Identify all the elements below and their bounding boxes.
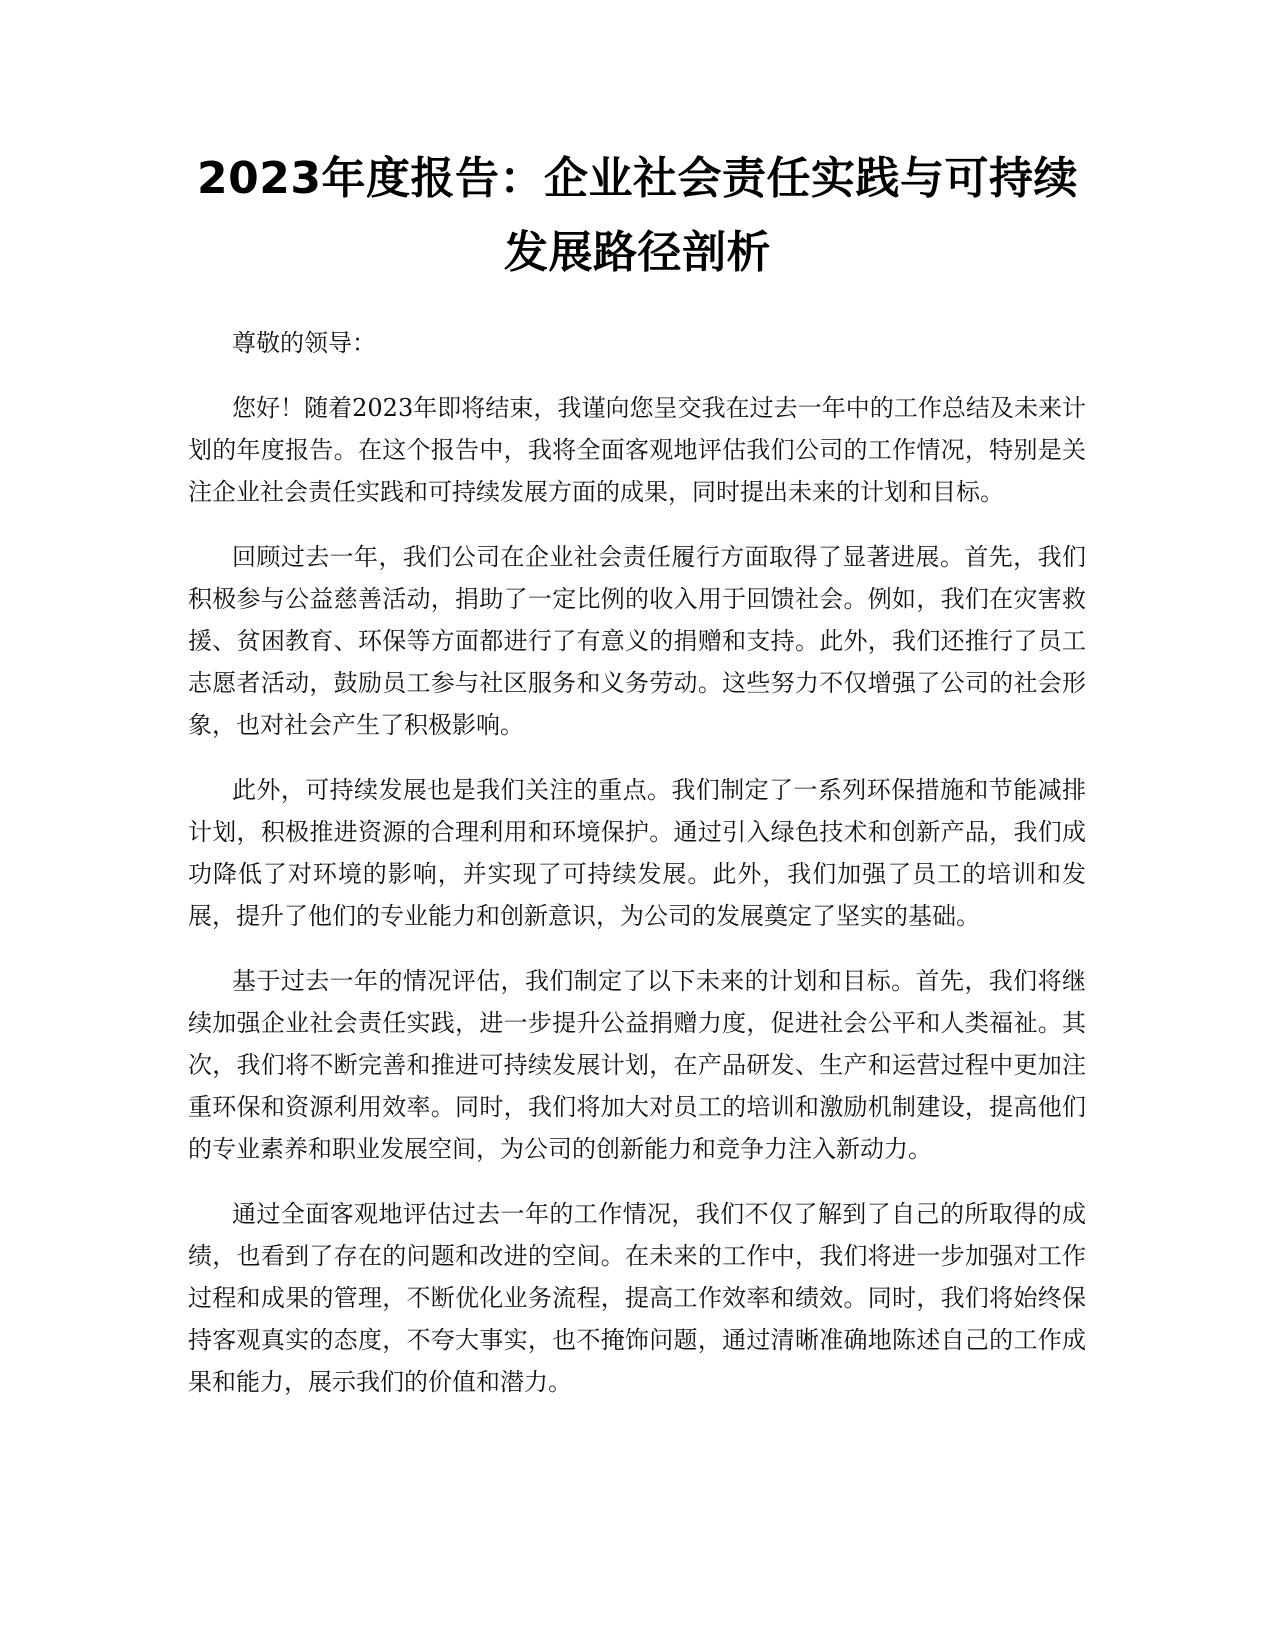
paragraph-5: 通过全面客观地评估过去一年的工作情况，我们不仅了解到了自己的所取得的成绩，也看到了存在的问题和改进的空间。在未来的工作中，我们将进一步加强对工作过程和成果的管理，不断优化业务流程，提高工作效率和绩效。同时，我们将始终保持客观真实的态度，不夸大事实，也不掩饰问题，通过清晰准确地陈述自己的工作成果和能力，展示我们的价值和潜力。 bbox=[188, 1200, 1086, 1396]
paragraph-1: 您好！随着2023年即将结束，我谨向您呈交我在过去一年中的工作总结及未来计划的年度报告。在这个报告中，我将全面客观地评估我们公司的工作情况，特别是关注企业社会责任实践和可持续发展方面的成果，同时提出未来的计划和目标。 bbox=[188, 394, 1086, 506]
salutation: 尊敬的领导： bbox=[232, 329, 376, 357]
paragraph-3: 此外，可持续发展也是我们关注的重点。我们制定了一系列环保措施和节能减排计划，积极推进资源的合理利用和环境保护。通过引入绿色技术和创新产品，我们成功降低了对环境的影响，并实现了可持续发展。此外，我们加强了员工的培训和发展，提升了他们的专业能力和创新意识，为公司的发展奠定了坚实的基础。 bbox=[188, 776, 1086, 930]
paragraph-2: 回顾过去一年，我们公司在企业社会责任履行方面取得了显著进展。首先，我们积极参与公益慈善活动，捐助了一定比例的收入用于回馈社会。例如，我们在灾害救援、贫困教育、环保等方面都进行了有意义的捐赠和支持。此外，我们还推行了员工志愿者活动，鼓励员工参与社区服务和义务劳动。这些努力不仅增强了公司的社会形象，也对社会产生了积极影响。 bbox=[188, 543, 1086, 739]
paragraph-4: 基于过去一年的情况评估，我们制定了以下未来的计划和目标。首先，我们将继续加强企业社会责任实践，进一步提升公益捐赠力度，促进社会公平和人类福祉。其次，我们将不断完善和推进可持续发展计划，在产品研发、生产和运营过程中更加注重环保和资源利用效率。同时，我们将加大对员工的培训和激励机制建设，提高他们的专业素养和职业发展空间，为公司的创新能力和竞争力注入新动力。 bbox=[188, 967, 1086, 1163]
document-body bbox=[188, 322, 1086, 1426]
document-title: 2023年度报告：企业社会责任实践与可持续发展路径剖析 bbox=[197, 153, 1078, 278]
